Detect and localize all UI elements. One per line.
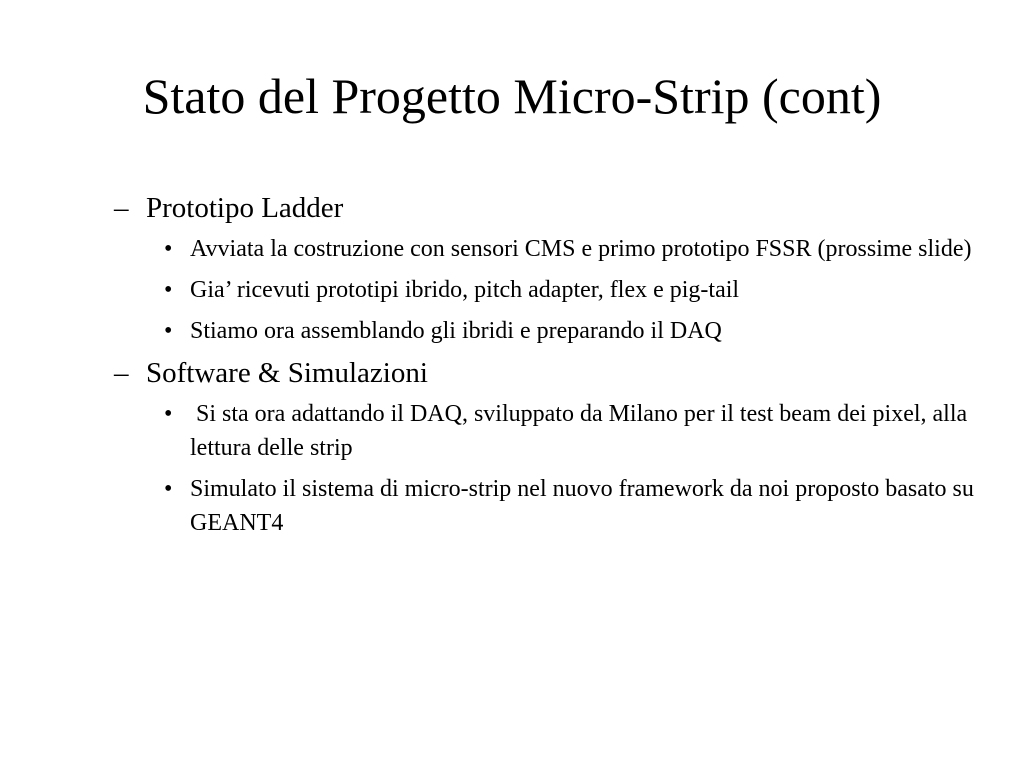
bullet-marker: • [164,401,173,427]
bullet-text: Simulato il sistema di micro-strip nel nuovo framework da noi proposto basato su GEANT4 [190,476,980,536]
bullet-text: Si sta ora adattando il DAQ, sviluppato da Milano per il test beam dei pixel, alla lettura delle strip [190,401,974,461]
bullet-marker: • [164,277,173,303]
bullet-item [164,314,974,348]
section-heading-text: Prototipo Ladder [146,192,344,224]
slide-content [114,190,980,547]
bullet-marker: • [164,236,173,262]
section-heading-software-simulazioni [114,355,974,391]
bullet-list [164,232,974,348]
dash-marker: – [114,192,129,224]
bullet-item [164,273,974,307]
bullet-text: Avviata la costruzione con sensori CMS e primo prototipo FSSR (prossime slide) [190,236,972,262]
bullet-item [164,232,974,266]
bullet-marker: • [164,318,173,344]
bullet-text: Stiamo ora assemblando gli ibridi e preparando il DAQ [190,318,722,344]
bullet-list [164,397,980,540]
bullet-text: Gia’ ricevuti prototipi ibrido, pitch adapter, flex e pig-tail [190,277,740,303]
bullet-marker: • [164,476,173,502]
bullet-item [164,397,974,465]
slide-title: Stato del Progetto Micro-Strip (cont) [142,68,882,124]
section-heading-prototipo-ladder [114,190,974,226]
dash-marker: – [114,357,129,389]
section-heading-text: Software & Simulazioni [146,357,428,389]
bullet-item [164,472,980,540]
